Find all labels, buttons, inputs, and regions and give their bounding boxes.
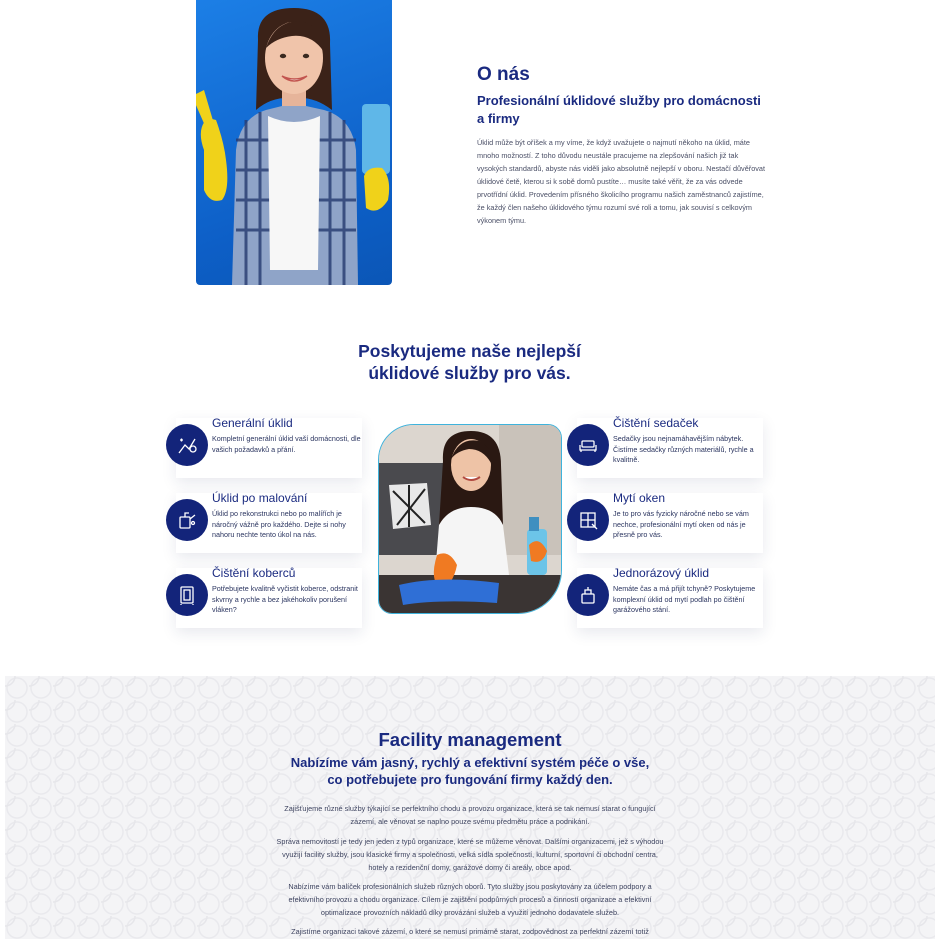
one-time-cleaning-icon bbox=[567, 574, 609, 616]
about-body: Úklid může být oříšek a my víme, že když uvažujete o najmutí někoho na úklid, máte mnoho možností. Z toho důvodu neustále pracujeme na zlepšování našich již tak vysokých standardů, abyste nás viděli jako absolutně nejlepší v oboru. Nestačí důvěřovat úklidové četě, kterou si k sobě domů pustíte… musíte také věřit, že za vás odvede prvotřídní úklid. Provedením přísného školicího programu našich zaměstnanců zajistíme, že každý člen našeho úklidového týmu rozumí své roli a tomu, jak souvisí s celkovým výkonem týmu. bbox=[477, 138, 765, 225]
service-card-one-time[interactable] bbox=[567, 568, 765, 626]
cleaning-woman-photo bbox=[378, 424, 562, 614]
service-desc: Sedačky jsou nejnamáhavějším nábytek. Čistíme sedačky různých materiálů, rychle a kvalitně. bbox=[613, 434, 754, 464]
window-icon bbox=[567, 499, 609, 541]
service-desc: Úklid po rekonstrukci nebo po malířích je náročný vážně pro každého. Dejte si nohy nahoru nechte tento úkol na nás. bbox=[212, 509, 346, 539]
service-card-sofa[interactable] bbox=[567, 418, 765, 476]
service-desc: Nemáte čas a má přijít tchyně? Poskytujeme komplexní úklid od mytí podlah po čištění garážového stání. bbox=[613, 584, 756, 614]
services-heading-line1: Poskytujeme naše nejlepší bbox=[358, 341, 581, 361]
service-desc: Kompletní generální úklid vaší domácnosti, dle vašich požadavků a přání. bbox=[212, 434, 361, 454]
about-photo bbox=[196, 0, 392, 285]
facility-section bbox=[5, 676, 935, 939]
woman-cleaning-table-image bbox=[379, 425, 562, 614]
facility-subtitle-line1: Nabízíme vám jasný, rychlý a efektivní systém péče o vše, bbox=[290, 755, 650, 770]
service-card-window[interactable] bbox=[567, 493, 765, 551]
facility-paragraph: Zajistíme organizaci takové zázemí, o které se nemusí primárně starat, zodpovědnost za perfektní zázemí totiž bbox=[291, 927, 649, 936]
facility-paragraph: Nabízíme vám balíček profesionálních služeb různých oborů. Tyto služby jsou poskytovány za účelem podpory a efektivního provozu a chodu organizace. Cílem je zajištění podpůrných procesů a činností organizace a efektivní optimalizace provozních nákladů díky provázání služeb a využití jednoho dodavatele služeb. bbox=[288, 882, 652, 917]
sofa-icon bbox=[567, 424, 609, 466]
about-title: O nás bbox=[477, 64, 530, 85]
service-desc: Potřebujete kvalitně vyčistit koberce, odstranit skvrny a rychle a bez jakéhokoliv porušení vláken? bbox=[212, 584, 358, 614]
facility-subtitle-line2: co potřebujete pro fungování firmy každý den. bbox=[327, 772, 613, 787]
service-title: Čištění sedaček bbox=[613, 416, 699, 430]
service-card-general[interactable] bbox=[166, 418, 364, 476]
facility-paragraph: Správa nemovitostí je tedy jen jeden z typů organizace, které se můžeme věnovat. Dalšími organizacemi, jež s výhodou využijí facility služby, jsou klasické firmy a společnosti, velká sídla společností, kulturní, sportovní či obchodní centra, hotely a rezidenční domy, garážové domy či areály, obce apod. bbox=[276, 837, 664, 872]
about-section bbox=[477, 64, 767, 227]
woman-with-gloves-image bbox=[196, 0, 392, 285]
facility-subtitle bbox=[5, 754, 935, 788]
facility-title: Facility management bbox=[378, 729, 562, 750]
services-heading bbox=[0, 340, 939, 384]
service-title: Úklid po malování bbox=[212, 491, 308, 505]
services-heading-line2: úklidové služby pro vás. bbox=[368, 363, 571, 383]
service-card-paint[interactable] bbox=[166, 493, 364, 551]
service-title: Čištění koberců bbox=[212, 566, 296, 580]
service-title: Generální úklid bbox=[212, 416, 293, 430]
service-card-carpet[interactable] bbox=[166, 568, 364, 626]
facility-paragraph: Zajišťujeme různé služby týkající se perfektního chodu a provozu organizace, která se tak nemusí starat o fungující zázemí, ale věnovat se naplno pouze svému předmětu práce a podnikání. bbox=[284, 804, 656, 826]
service-title: Jednorázový úklid bbox=[613, 566, 710, 580]
carpet-icon bbox=[166, 574, 208, 616]
about-subtitle: Profesionální úklidové služby pro domácnosti a firmy bbox=[477, 93, 761, 126]
general-cleaning-icon bbox=[166, 424, 208, 466]
service-title: Mytí oken bbox=[613, 491, 666, 505]
paint-cleaning-icon bbox=[166, 499, 208, 541]
service-desc: Je to pro vás fyzicky náročné nebo se vám nechce, profesionální mytí oken od nás je přesně pro vás. bbox=[613, 509, 749, 539]
